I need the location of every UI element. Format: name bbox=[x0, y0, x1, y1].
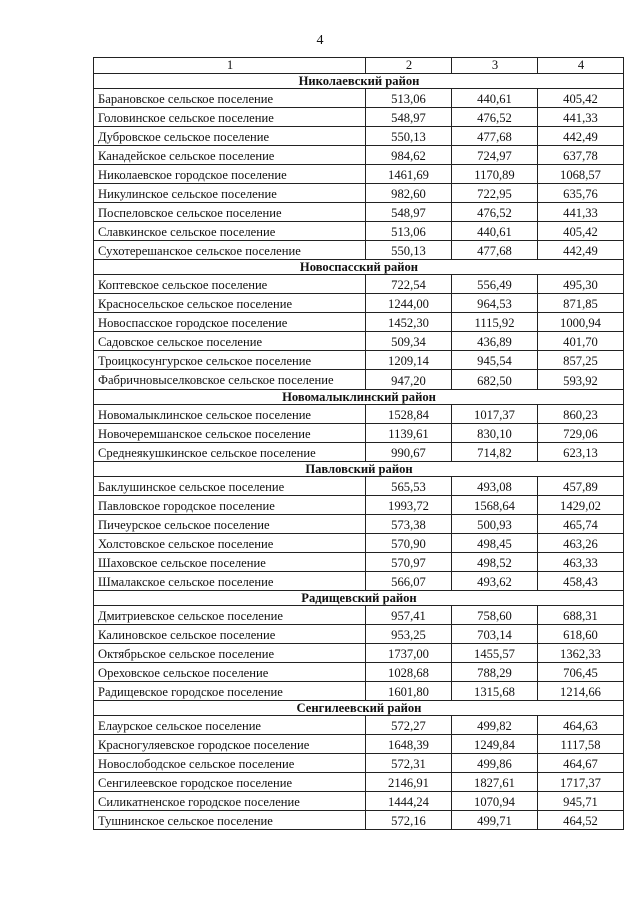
value-column-3: 714,82 bbox=[452, 443, 538, 462]
value-column-4: 457,89 bbox=[538, 477, 624, 496]
value-column-4: 495,30 bbox=[538, 275, 624, 294]
table-row bbox=[94, 663, 624, 682]
value-column-4: 463,26 bbox=[538, 534, 624, 553]
settlement-name: Силикатненское городское поселение bbox=[94, 792, 366, 811]
settlement-name: Сенгилеевское городское поселение bbox=[94, 773, 366, 792]
value-column-3: 440,61 bbox=[452, 89, 538, 108]
value-column-3: 703,14 bbox=[452, 625, 538, 644]
value-column-3: 556,49 bbox=[452, 275, 538, 294]
settlement-name: Дубровское сельское поселение bbox=[94, 127, 366, 146]
settlement-name: Новочеремшанское сельское поселение bbox=[94, 424, 366, 443]
column-header: 3 bbox=[452, 58, 538, 74]
value-column-4: 464,67 bbox=[538, 754, 624, 773]
value-column-2: 1648,39 bbox=[366, 735, 452, 754]
value-column-3: 964,53 bbox=[452, 294, 538, 313]
value-column-4: 464,63 bbox=[538, 716, 624, 735]
table-row bbox=[94, 735, 624, 754]
settlement-name: Шмалакское сельское поселение bbox=[94, 572, 366, 591]
table-row bbox=[94, 792, 624, 811]
value-column-4: 441,33 bbox=[538, 108, 624, 127]
value-column-3: 500,93 bbox=[452, 515, 538, 534]
value-column-2: 1139,61 bbox=[366, 424, 452, 443]
column-header: 1 bbox=[94, 58, 366, 74]
value-column-2: 1528,84 bbox=[366, 405, 452, 424]
value-column-3: 1455,57 bbox=[452, 644, 538, 663]
table-row bbox=[94, 443, 624, 462]
table-row bbox=[94, 294, 624, 313]
district-name: Павловский район bbox=[94, 462, 624, 477]
value-column-4: 465,74 bbox=[538, 515, 624, 534]
value-column-2: 1452,30 bbox=[366, 313, 452, 332]
value-column-4: 401,70 bbox=[538, 332, 624, 351]
settlement-name: Троицкосунгурское сельское поселение bbox=[94, 351, 366, 370]
settlement-name: Холстовское сельское поселение bbox=[94, 534, 366, 553]
settlement-name: Николаевское городское поселение bbox=[94, 165, 366, 184]
value-column-3: 1115,92 bbox=[452, 313, 538, 332]
value-column-4: 405,42 bbox=[538, 89, 624, 108]
value-column-3: 1827,61 bbox=[452, 773, 538, 792]
settlement-name: Сухотерешанское сельское поселение bbox=[94, 241, 366, 260]
table-row bbox=[94, 606, 624, 625]
value-column-4: 1068,57 bbox=[538, 165, 624, 184]
settlement-name: Тушнинское сельское поселение bbox=[94, 811, 366, 830]
settlement-name: Поспеловское сельское поселение bbox=[94, 203, 366, 222]
settlement-name: Дмитриевское сельское поселение bbox=[94, 606, 366, 625]
value-column-2: 1737,00 bbox=[366, 644, 452, 663]
value-column-3: 722,95 bbox=[452, 184, 538, 203]
value-column-3: 476,52 bbox=[452, 203, 538, 222]
district-header-row bbox=[94, 390, 624, 405]
value-column-2: 572,31 bbox=[366, 754, 452, 773]
table-row bbox=[94, 275, 624, 294]
district-header-row bbox=[94, 462, 624, 477]
settlements-table-body bbox=[94, 58, 624, 830]
settlement-name: Ореховское сельское поселение bbox=[94, 663, 366, 682]
table-row bbox=[94, 351, 624, 370]
table-row bbox=[94, 682, 624, 701]
settlement-name: Елаурское сельское поселение bbox=[94, 716, 366, 735]
value-column-4: 593,92 bbox=[538, 370, 624, 390]
page-number: 4 bbox=[316, 33, 324, 48]
table-row bbox=[94, 716, 624, 735]
value-column-3: 499,86 bbox=[452, 754, 538, 773]
value-column-2: 990,67 bbox=[366, 443, 452, 462]
value-column-2: 550,13 bbox=[366, 241, 452, 260]
settlement-name: Садовское сельское поселение bbox=[94, 332, 366, 351]
settlement-name: Калиновское сельское поселение bbox=[94, 625, 366, 644]
table-row bbox=[94, 496, 624, 515]
value-column-3: 477,68 bbox=[452, 127, 538, 146]
value-column-4: 441,33 bbox=[538, 203, 624, 222]
table-row bbox=[94, 184, 624, 203]
table-row bbox=[94, 773, 624, 792]
value-column-3: 1568,64 bbox=[452, 496, 538, 515]
value-column-4: 1214,66 bbox=[538, 682, 624, 701]
settlement-name: Новоспасское городское поселение bbox=[94, 313, 366, 332]
value-column-3: 945,54 bbox=[452, 351, 538, 370]
value-column-2: 1601,80 bbox=[366, 682, 452, 701]
value-column-2: 1444,24 bbox=[366, 792, 452, 811]
table-row bbox=[94, 313, 624, 332]
value-column-4: 637,78 bbox=[538, 146, 624, 165]
settlement-name: Октябрьское сельское поселение bbox=[94, 644, 366, 663]
value-column-2: 565,53 bbox=[366, 477, 452, 496]
table-row bbox=[94, 89, 624, 108]
table-row bbox=[94, 754, 624, 773]
table-row bbox=[94, 515, 624, 534]
value-column-2: 1993,72 bbox=[366, 496, 452, 515]
value-column-4: 1000,94 bbox=[538, 313, 624, 332]
table-row bbox=[94, 405, 624, 424]
value-column-3: 498,45 bbox=[452, 534, 538, 553]
settlement-name: Павловское городское поселение bbox=[94, 496, 366, 515]
value-column-4: 1429,02 bbox=[538, 496, 624, 515]
settlement-name: Фабричновыселковское сельское поселение bbox=[94, 370, 366, 390]
district-header-row bbox=[94, 701, 624, 716]
table-row bbox=[94, 222, 624, 241]
settlement-name: Среднеякушкинское сельское поселение bbox=[94, 443, 366, 462]
value-column-4: 1117,58 bbox=[538, 735, 624, 754]
value-column-2: 1244,00 bbox=[366, 294, 452, 313]
settlement-name: Барановское сельское поселение bbox=[94, 89, 366, 108]
value-column-4: 405,42 bbox=[538, 222, 624, 241]
value-column-4: 729,06 bbox=[538, 424, 624, 443]
value-column-3: 682,50 bbox=[452, 370, 538, 390]
settlement-name: Головинское сельское поселение bbox=[94, 108, 366, 127]
value-column-4: 635,76 bbox=[538, 184, 624, 203]
district-header-row bbox=[94, 260, 624, 275]
value-column-3: 1170,89 bbox=[452, 165, 538, 184]
settlements-table bbox=[93, 57, 624, 830]
value-column-3: 499,82 bbox=[452, 716, 538, 735]
district-header-row bbox=[94, 74, 624, 89]
value-column-4: 458,43 bbox=[538, 572, 624, 591]
settlement-name: Никулинское сельское поселение bbox=[94, 184, 366, 203]
value-column-4: 623,13 bbox=[538, 443, 624, 462]
value-column-2: 572,27 bbox=[366, 716, 452, 735]
value-column-2: 548,97 bbox=[366, 203, 452, 222]
value-column-2: 2146,91 bbox=[366, 773, 452, 792]
settlement-name: Шаховское сельское поселение bbox=[94, 553, 366, 572]
column-header: 4 bbox=[538, 58, 624, 74]
district-name: Новомалыклинский район bbox=[94, 390, 624, 405]
value-column-4: 860,23 bbox=[538, 405, 624, 424]
value-column-2: 566,07 bbox=[366, 572, 452, 591]
value-column-4: 464,52 bbox=[538, 811, 624, 830]
value-column-3: 499,71 bbox=[452, 811, 538, 830]
value-column-3: 724,97 bbox=[452, 146, 538, 165]
settlement-name: Красногуляевское городское поселение bbox=[94, 735, 366, 754]
table-row bbox=[94, 811, 624, 830]
district-name: Сенгилеевский район bbox=[94, 701, 624, 716]
district-header-row bbox=[94, 591, 624, 606]
value-column-2: 548,97 bbox=[366, 108, 452, 127]
table-row bbox=[94, 572, 624, 591]
value-column-2: 570,90 bbox=[366, 534, 452, 553]
value-column-2: 984,62 bbox=[366, 146, 452, 165]
value-column-3: 1070,94 bbox=[452, 792, 538, 811]
column-header: 2 bbox=[366, 58, 452, 74]
value-column-4: 871,85 bbox=[538, 294, 624, 313]
table-row bbox=[94, 127, 624, 146]
district-name: Радищевский район bbox=[94, 591, 624, 606]
value-column-4: 688,31 bbox=[538, 606, 624, 625]
value-column-4: 618,60 bbox=[538, 625, 624, 644]
table-row bbox=[94, 534, 624, 553]
value-column-2: 957,41 bbox=[366, 606, 452, 625]
value-column-3: 1017,37 bbox=[452, 405, 538, 424]
value-column-3: 1249,84 bbox=[452, 735, 538, 754]
value-column-3: 436,89 bbox=[452, 332, 538, 351]
value-column-2: 947,20 bbox=[366, 370, 452, 390]
value-column-3: 498,52 bbox=[452, 553, 538, 572]
value-column-2: 572,16 bbox=[366, 811, 452, 830]
table-row bbox=[94, 332, 624, 351]
settlement-name: Славкинское сельское поселение bbox=[94, 222, 366, 241]
value-column-2: 1028,68 bbox=[366, 663, 452, 682]
district-name: Николаевский район bbox=[94, 74, 624, 89]
table-row bbox=[94, 203, 624, 222]
value-column-3: 493,62 bbox=[452, 572, 538, 591]
value-column-2: 570,97 bbox=[366, 553, 452, 572]
settlement-name: Пичеурское сельское поселение bbox=[94, 515, 366, 534]
value-column-2: 982,60 bbox=[366, 184, 452, 203]
value-column-3: 758,60 bbox=[452, 606, 538, 625]
table-row bbox=[94, 644, 624, 663]
settlement-name: Канадейское сельское поселение bbox=[94, 146, 366, 165]
settlement-name: Коптевское сельское поселение bbox=[94, 275, 366, 294]
value-column-4: 1362,33 bbox=[538, 644, 624, 663]
value-column-2: 722,54 bbox=[366, 275, 452, 294]
settlement-name: Красносельское сельское поселение bbox=[94, 294, 366, 313]
settlement-name: Радищевское городское поселение bbox=[94, 682, 366, 701]
value-column-2: 1461,69 bbox=[366, 165, 452, 184]
value-column-2: 513,06 bbox=[366, 89, 452, 108]
district-name: Новоспасский район bbox=[94, 260, 624, 275]
table-row bbox=[94, 146, 624, 165]
table-row bbox=[94, 165, 624, 184]
value-column-2: 573,38 bbox=[366, 515, 452, 534]
value-column-3: 493,08 bbox=[452, 477, 538, 496]
value-column-3: 1315,68 bbox=[452, 682, 538, 701]
table-row bbox=[94, 477, 624, 496]
value-column-4: 706,45 bbox=[538, 663, 624, 682]
settlement-name: Баклушинское сельское поселение bbox=[94, 477, 366, 496]
table-row bbox=[94, 625, 624, 644]
value-column-3: 477,68 bbox=[452, 241, 538, 260]
settlement-name: Новослободское сельское поселение bbox=[94, 754, 366, 773]
table-row bbox=[94, 241, 624, 260]
settlement-name: Новомалыклинское сельское поселение bbox=[94, 405, 366, 424]
table-row bbox=[94, 370, 624, 390]
value-column-2: 513,06 bbox=[366, 222, 452, 241]
value-column-4: 857,25 bbox=[538, 351, 624, 370]
value-column-4: 945,71 bbox=[538, 792, 624, 811]
value-column-4: 442,49 bbox=[538, 127, 624, 146]
value-column-4: 442,49 bbox=[538, 241, 624, 260]
value-column-3: 830,10 bbox=[452, 424, 538, 443]
value-column-2: 953,25 bbox=[366, 625, 452, 644]
value-column-4: 1717,37 bbox=[538, 773, 624, 792]
value-column-2: 509,34 bbox=[366, 332, 452, 351]
value-column-3: 440,61 bbox=[452, 222, 538, 241]
table-row bbox=[94, 108, 624, 127]
value-column-2: 1209,14 bbox=[366, 351, 452, 370]
value-column-2: 550,13 bbox=[366, 127, 452, 146]
column-number-row bbox=[94, 58, 624, 74]
value-column-4: 463,33 bbox=[538, 553, 624, 572]
table-row bbox=[94, 424, 624, 443]
value-column-3: 788,29 bbox=[452, 663, 538, 682]
value-column-3: 476,52 bbox=[452, 108, 538, 127]
table-row bbox=[94, 553, 624, 572]
